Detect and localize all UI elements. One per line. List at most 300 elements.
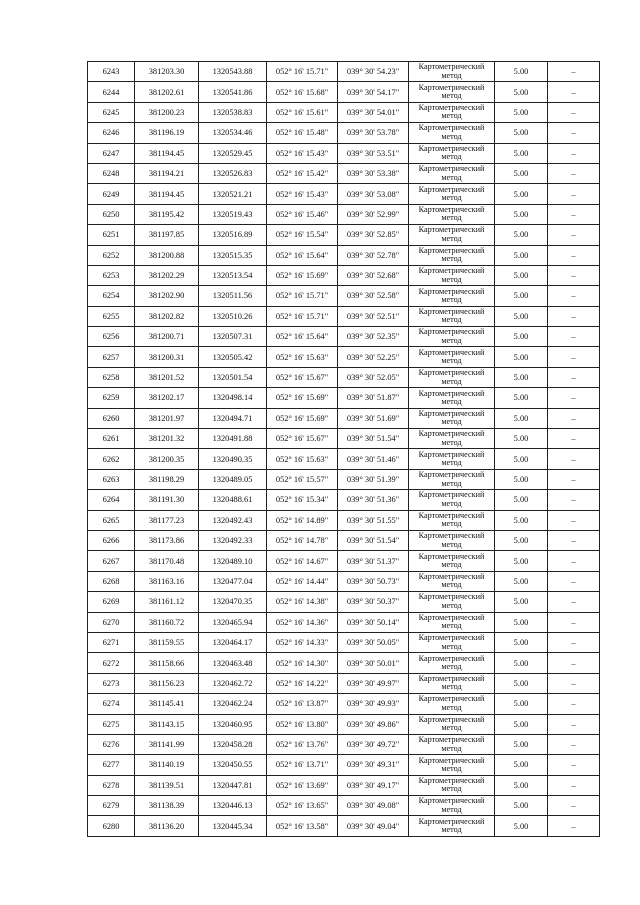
point-number-cell: 6255 [88,306,135,326]
point-number-cell: 6258 [88,367,135,387]
latitude-cell: 052° 16' 13.58" [267,816,338,836]
accuracy-cell: 5.00 [495,225,548,245]
point-number-cell: 6249 [88,184,135,204]
x-coordinate-cell: 381203.30 [135,62,199,82]
table-row [88,510,600,530]
table-row [88,367,600,387]
y-coordinate-cell: 1320538.83 [199,102,267,122]
accuracy-cell: 5.00 [495,62,548,82]
latitude-cell: 052° 16' 15.43" [267,184,338,204]
table-row [88,632,600,652]
latitude-cell: 052° 16' 13.69" [267,775,338,795]
point-number-cell: 6279 [88,796,135,816]
note-cell: – [548,734,600,754]
longitude-cell: 039° 30' 51.55" [338,510,409,530]
x-coordinate-cell: 381191.30 [135,490,199,510]
latitude-cell: 052° 16' 15.64" [267,245,338,265]
accuracy-cell: 5.00 [495,653,548,673]
y-coordinate-cell: 1320516.89 [199,225,267,245]
x-coordinate-cell: 381202.29 [135,265,199,285]
x-coordinate-cell: 381202.90 [135,286,199,306]
longitude-cell: 039° 30' 52.25" [338,347,409,367]
note-cell: – [548,408,600,428]
x-coordinate-cell: 381196.19 [135,123,199,143]
longitude-cell: 039° 30' 53.38" [338,163,409,183]
table-row [88,306,600,326]
point-number-cell: 6268 [88,571,135,591]
table-row [88,775,600,795]
table-row [88,408,600,428]
longitude-cell: 039° 30' 52.58" [338,286,409,306]
point-number-cell: 6257 [88,347,135,367]
method-cell: Картометрический метод [409,469,495,489]
point-number-cell: 6260 [88,408,135,428]
point-number-cell: 6267 [88,551,135,571]
y-coordinate-cell: 1320513.54 [199,265,267,285]
x-coordinate-cell: 381163.16 [135,571,199,591]
note-cell: – [548,694,600,714]
latitude-cell: 052° 16' 14.30" [267,653,338,673]
table-row [88,530,600,550]
latitude-cell: 052° 16' 14.33" [267,632,338,652]
point-number-cell: 6251 [88,225,135,245]
table-row [88,245,600,265]
x-coordinate-cell: 381159.55 [135,632,199,652]
y-coordinate-cell: 1320465.94 [199,612,267,632]
accuracy-cell: 5.00 [495,327,548,347]
latitude-cell: 052° 16' 15.71" [267,286,338,306]
latitude-cell: 052° 16' 14.67" [267,551,338,571]
y-coordinate-cell: 1320446.13 [199,796,267,816]
longitude-cell: 039° 30' 50.37" [338,592,409,612]
note-cell: – [548,347,600,367]
table-row [88,184,600,204]
latitude-cell: 052° 16' 15.68" [267,82,338,102]
note-cell: – [548,530,600,550]
note-cell: – [548,632,600,652]
x-coordinate-cell: 381173.86 [135,530,199,550]
y-coordinate-cell: 1320488.61 [199,490,267,510]
note-cell: – [548,510,600,530]
accuracy-cell: 5.00 [495,82,548,102]
latitude-cell: 052° 16' 15.63" [267,449,338,469]
latitude-cell: 052° 16' 13.65" [267,796,338,816]
accuracy-cell: 5.00 [495,551,548,571]
x-coordinate-cell: 381160.72 [135,612,199,632]
accuracy-cell: 5.00 [495,429,548,449]
point-number-cell: 6265 [88,510,135,530]
note-cell: – [548,102,600,122]
latitude-cell: 052° 16' 15.46" [267,204,338,224]
x-coordinate-cell: 381202.61 [135,82,199,102]
method-cell: Картометрический метод [409,571,495,591]
y-coordinate-cell: 1320445.34 [199,816,267,836]
method-cell: Картометрический метод [409,632,495,652]
x-coordinate-cell: 381139.51 [135,775,199,795]
note-cell: – [548,714,600,734]
x-coordinate-cell: 381177.23 [135,510,199,530]
table-row [88,62,600,82]
accuracy-cell: 5.00 [495,123,548,143]
y-coordinate-cell: 1320510.26 [199,306,267,326]
latitude-cell: 052° 16' 15.43" [267,143,338,163]
x-coordinate-cell: 381161.12 [135,592,199,612]
table-row [88,673,600,693]
method-cell: Картометрический метод [409,184,495,204]
point-number-cell: 6248 [88,163,135,183]
longitude-cell: 039° 30' 54.17" [338,82,409,102]
y-coordinate-cell: 1320505.42 [199,347,267,367]
accuracy-cell: 5.00 [495,143,548,163]
method-cell: Картометрический метод [409,204,495,224]
note-cell: – [548,184,600,204]
longitude-cell: 039° 30' 52.68" [338,265,409,285]
latitude-cell: 052° 16' 15.48" [267,123,338,143]
y-coordinate-cell: 1320477.04 [199,571,267,591]
method-cell: Картометрический метод [409,62,495,82]
note-cell: – [548,286,600,306]
longitude-cell: 039° 30' 51.39" [338,469,409,489]
longitude-cell: 039° 30' 49.31" [338,755,409,775]
point-number-cell: 6244 [88,82,135,102]
method-cell: Картометрический метод [409,265,495,285]
longitude-cell: 039° 30' 50.73" [338,571,409,591]
x-coordinate-cell: 381194.45 [135,143,199,163]
table-row [88,490,600,510]
method-cell: Картометрический метод [409,245,495,265]
accuracy-cell: 5.00 [495,775,548,795]
table-row [88,388,600,408]
accuracy-cell: 5.00 [495,490,548,510]
accuracy-cell: 5.00 [495,694,548,714]
method-cell: Картометрический метод [409,673,495,693]
note-cell: – [548,449,600,469]
table-row [88,755,600,775]
accuracy-cell: 5.00 [495,734,548,754]
x-coordinate-cell: 381145.41 [135,694,199,714]
accuracy-cell: 5.00 [495,286,548,306]
y-coordinate-cell: 1320521.21 [199,184,267,204]
accuracy-cell: 5.00 [495,571,548,591]
accuracy-cell: 5.00 [495,347,548,367]
x-coordinate-cell: 381195.42 [135,204,199,224]
method-cell: Картометрический метод [409,306,495,326]
longitude-cell: 039° 30' 52.85" [338,225,409,245]
method-cell: Картометрический метод [409,755,495,775]
note-cell: – [548,816,600,836]
method-cell: Картометрический метод [409,347,495,367]
method-cell: Картометрический метод [409,408,495,428]
point-number-cell: 6254 [88,286,135,306]
latitude-cell: 052° 16' 15.67" [267,429,338,449]
point-number-cell: 6272 [88,653,135,673]
accuracy-cell: 5.00 [495,612,548,632]
y-coordinate-cell: 1320534.46 [199,123,267,143]
latitude-cell: 052° 16' 15.63" [267,347,338,367]
latitude-cell: 052° 16' 13.76" [267,734,338,754]
note-cell: – [548,571,600,591]
accuracy-cell: 5.00 [495,265,548,285]
latitude-cell: 052° 16' 15.71" [267,62,338,82]
x-coordinate-cell: 381197.85 [135,225,199,245]
note-cell: – [548,163,600,183]
point-number-cell: 6243 [88,62,135,82]
note-cell: – [548,755,600,775]
y-coordinate-cell: 1320462.24 [199,694,267,714]
latitude-cell: 052° 16' 14.78" [267,530,338,550]
accuracy-cell: 5.00 [495,592,548,612]
method-cell: Картометрический метод [409,530,495,550]
latitude-cell: 052° 16' 14.44" [267,571,338,591]
accuracy-cell: 5.00 [495,367,548,387]
note-cell: – [548,775,600,795]
note-cell: – [548,469,600,489]
longitude-cell: 039° 30' 53.08" [338,184,409,204]
method-cell: Картометрический метод [409,612,495,632]
accuracy-cell: 5.00 [495,816,548,836]
longitude-cell: 039° 30' 49.72" [338,734,409,754]
method-cell: Картометрический метод [409,775,495,795]
x-coordinate-cell: 381201.97 [135,408,199,428]
table-row [88,204,600,224]
accuracy-cell: 5.00 [495,408,548,428]
point-number-cell: 6247 [88,143,135,163]
y-coordinate-cell: 1320447.81 [199,775,267,795]
x-coordinate-cell: 381200.23 [135,102,199,122]
point-number-cell: 6256 [88,327,135,347]
longitude-cell: 039° 30' 52.35" [338,327,409,347]
point-number-cell: 6269 [88,592,135,612]
point-number-cell: 6271 [88,632,135,652]
x-coordinate-cell: 381201.52 [135,367,199,387]
accuracy-cell: 5.00 [495,469,548,489]
note-cell: – [548,327,600,347]
table-row [88,347,600,367]
table-row [88,796,600,816]
accuracy-cell: 5.00 [495,714,548,734]
point-number-cell: 6278 [88,775,135,795]
table-row [88,694,600,714]
x-coordinate-cell: 381201.32 [135,429,199,449]
longitude-cell: 039° 30' 49.93" [338,694,409,714]
longitude-cell: 039° 30' 49.04" [338,816,409,836]
accuracy-cell: 5.00 [495,245,548,265]
note-cell: – [548,490,600,510]
method-cell: Картометрический метод [409,286,495,306]
method-cell: Картометрический метод [409,510,495,530]
x-coordinate-cell: 381170.48 [135,551,199,571]
method-cell: Картометрический метод [409,490,495,510]
x-coordinate-cell: 381200.88 [135,245,199,265]
x-coordinate-cell: 381136.20 [135,816,199,836]
latitude-cell: 052° 16' 15.69" [267,388,338,408]
y-coordinate-cell: 1320450.55 [199,755,267,775]
longitude-cell: 039° 30' 53.78" [338,123,409,143]
y-coordinate-cell: 1320526.83 [199,163,267,183]
method-cell: Картометрический метод [409,143,495,163]
table-row [88,816,600,836]
y-coordinate-cell: 1320519.43 [199,204,267,224]
longitude-cell: 039° 30' 52.05" [338,367,409,387]
accuracy-cell: 5.00 [495,388,548,408]
table-row [88,102,600,122]
accuracy-cell: 5.00 [495,796,548,816]
accuracy-cell: 5.00 [495,673,548,693]
latitude-cell: 052° 16' 15.67" [267,367,338,387]
y-coordinate-cell: 1320489.05 [199,469,267,489]
x-coordinate-cell: 381200.31 [135,347,199,367]
table-row [88,469,600,489]
point-number-cell: 6275 [88,714,135,734]
method-cell: Картометрический метод [409,694,495,714]
note-cell: – [548,123,600,143]
method-cell: Картометрический метод [409,653,495,673]
table-row [88,429,600,449]
point-number-cell: 6263 [88,469,135,489]
latitude-cell: 052° 16' 15.69" [267,265,338,285]
table-row [88,327,600,347]
y-coordinate-cell: 1320464.17 [199,632,267,652]
y-coordinate-cell: 1320507.31 [199,327,267,347]
x-coordinate-cell: 381140.19 [135,755,199,775]
table-row [88,612,600,632]
longitude-cell: 039° 30' 51.37" [338,551,409,571]
accuracy-cell: 5.00 [495,163,548,183]
coordinates-table [87,61,600,837]
table-row [88,653,600,673]
point-number-cell: 6259 [88,388,135,408]
note-cell: – [548,551,600,571]
note-cell: – [548,62,600,82]
longitude-cell: 039° 30' 52.51" [338,306,409,326]
point-number-cell: 6270 [88,612,135,632]
table-row [88,286,600,306]
method-cell: Картометрический метод [409,225,495,245]
x-coordinate-cell: 381198.29 [135,469,199,489]
point-number-cell: 6262 [88,449,135,469]
latitude-cell: 052° 16' 15.61" [267,102,338,122]
method-cell: Картометрический метод [409,714,495,734]
point-number-cell: 6280 [88,816,135,836]
x-coordinate-cell: 381158.66 [135,653,199,673]
longitude-cell: 039° 30' 50.01" [338,653,409,673]
method-cell: Картометрический метод [409,734,495,754]
longitude-cell: 039° 30' 51.36" [338,490,409,510]
latitude-cell: 052° 16' 15.69" [267,408,338,428]
x-coordinate-cell: 381156.23 [135,673,199,693]
y-coordinate-cell: 1320515.35 [199,245,267,265]
y-coordinate-cell: 1320460.95 [199,714,267,734]
point-number-cell: 6261 [88,429,135,449]
latitude-cell: 052° 16' 15.54" [267,225,338,245]
longitude-cell: 039° 30' 49.17" [338,775,409,795]
method-cell: Картометрический метод [409,327,495,347]
y-coordinate-cell: 1320490.35 [199,449,267,469]
latitude-cell: 052° 16' 13.71" [267,755,338,775]
note-cell: – [548,592,600,612]
method-cell: Картометрический метод [409,123,495,143]
longitude-cell: 039° 30' 50.05" [338,632,409,652]
latitude-cell: 052° 16' 13.87" [267,694,338,714]
accuracy-cell: 5.00 [495,632,548,652]
point-number-cell: 6266 [88,530,135,550]
note-cell: – [548,306,600,326]
point-number-cell: 6252 [88,245,135,265]
longitude-cell: 039° 30' 49.97" [338,673,409,693]
note-cell: – [548,265,600,285]
point-number-cell: 6246 [88,123,135,143]
longitude-cell: 039° 30' 49.08" [338,796,409,816]
method-cell: Картометрический метод [409,82,495,102]
latitude-cell: 052° 16' 15.57" [267,469,338,489]
note-cell: – [548,653,600,673]
table-row [88,265,600,285]
table-row [88,123,600,143]
accuracy-cell: 5.00 [495,306,548,326]
longitude-cell: 039° 30' 49.86" [338,714,409,734]
y-coordinate-cell: 1320498.14 [199,388,267,408]
table-row [88,449,600,469]
point-number-cell: 6250 [88,204,135,224]
point-number-cell: 6276 [88,734,135,754]
point-number-cell: 6273 [88,673,135,693]
accuracy-cell: 5.00 [495,510,548,530]
method-cell: Картометрический метод [409,367,495,387]
note-cell: – [548,796,600,816]
y-coordinate-cell: 1320458.28 [199,734,267,754]
x-coordinate-cell: 381194.21 [135,163,199,183]
y-coordinate-cell: 1320491.88 [199,429,267,449]
y-coordinate-cell: 1320501.54 [199,367,267,387]
x-coordinate-cell: 381194.45 [135,184,199,204]
y-coordinate-cell: 1320529.45 [199,143,267,163]
latitude-cell: 052° 16' 13.80" [267,714,338,734]
note-cell: – [548,82,600,102]
latitude-cell: 052° 16' 14.36" [267,612,338,632]
y-coordinate-cell: 1320470.35 [199,592,267,612]
method-cell: Картометрический метод [409,796,495,816]
table-row [88,734,600,754]
method-cell: Картометрический метод [409,816,495,836]
y-coordinate-cell: 1320511.56 [199,286,267,306]
method-cell: Картометрический метод [409,449,495,469]
y-coordinate-cell: 1320492.43 [199,510,267,530]
method-cell: Картометрический метод [409,163,495,183]
accuracy-cell: 5.00 [495,184,548,204]
y-coordinate-cell: 1320462.72 [199,673,267,693]
x-coordinate-cell: 381202.17 [135,388,199,408]
x-coordinate-cell: 381202.82 [135,306,199,326]
x-coordinate-cell: 381200.71 [135,327,199,347]
note-cell: – [548,388,600,408]
latitude-cell: 052° 16' 15.34" [267,490,338,510]
longitude-cell: 039° 30' 54.23" [338,62,409,82]
longitude-cell: 039° 30' 51.54" [338,429,409,449]
table-row [88,163,600,183]
method-cell: Картометрический метод [409,102,495,122]
note-cell: – [548,673,600,693]
y-coordinate-cell: 1320541.86 [199,82,267,102]
note-cell: – [548,429,600,449]
y-coordinate-cell: 1320492.33 [199,530,267,550]
longitude-cell: 039° 30' 53.51" [338,143,409,163]
accuracy-cell: 5.00 [495,755,548,775]
y-coordinate-cell: 1320543.88 [199,62,267,82]
table-row [88,82,600,102]
method-cell: Картометрический метод [409,388,495,408]
point-number-cell: 6253 [88,265,135,285]
table-row [88,551,600,571]
